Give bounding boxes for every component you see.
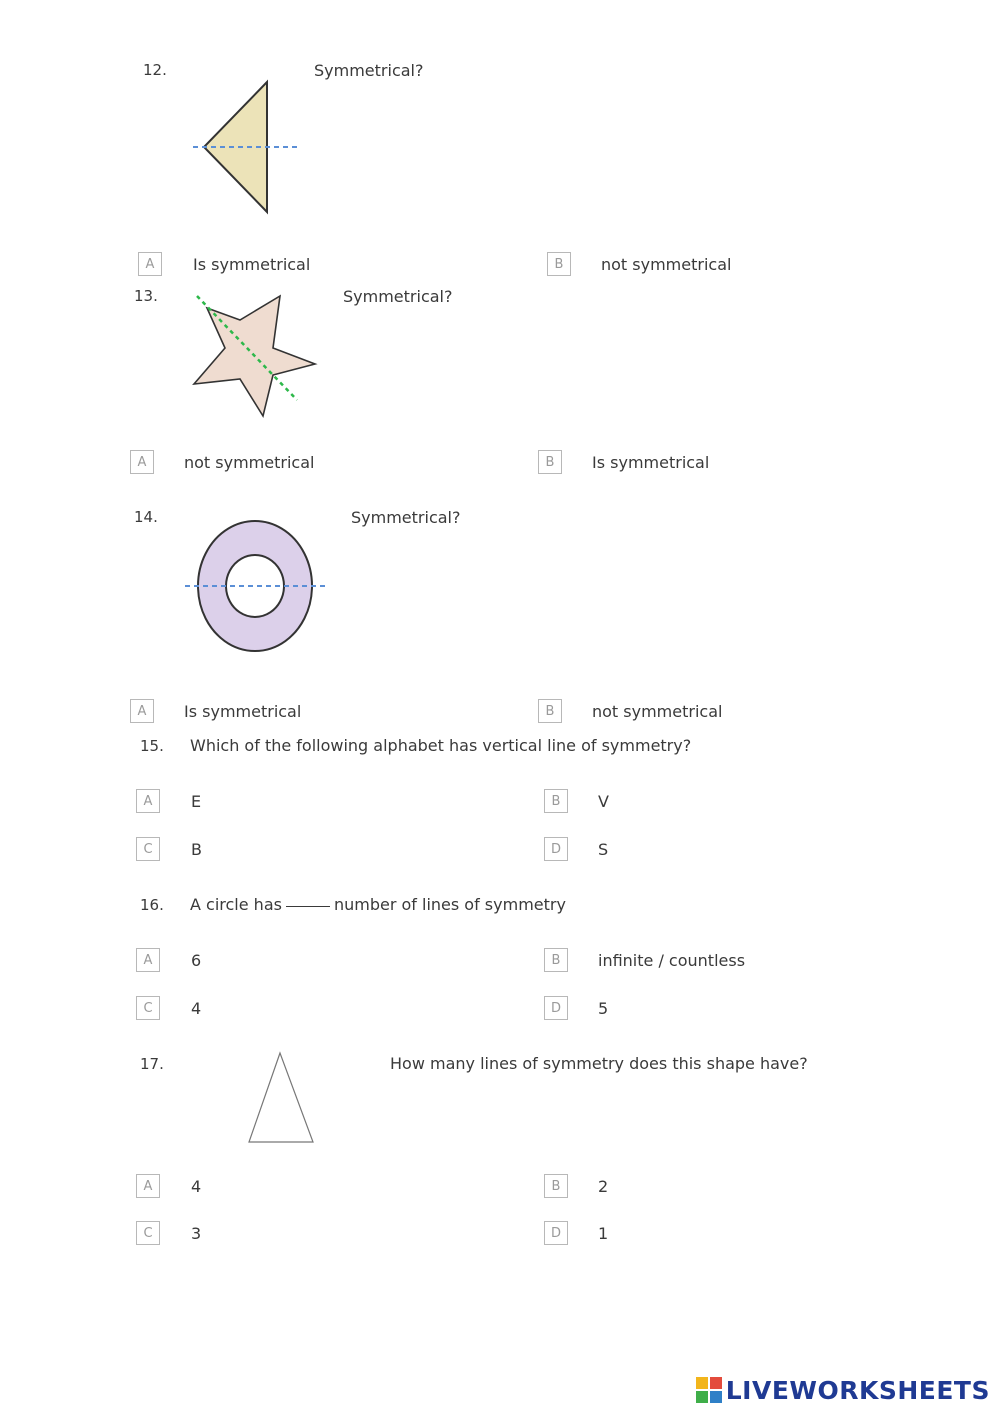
option-12-a[interactable] <box>138 250 310 278</box>
option-14-b[interactable] <box>538 697 722 725</box>
option-17-c[interactable] <box>136 1219 201 1247</box>
option-label: 4 <box>191 998 202 1018</box>
option-letter-box[interactable]: B <box>538 450 562 474</box>
option-13-a[interactable] <box>130 448 314 476</box>
option-label: 1 <box>598 1223 609 1243</box>
isosceles-triangle-figure <box>240 1045 325 1150</box>
question-16-number: 16. <box>140 896 164 914</box>
option-label: 6 <box>191 950 202 970</box>
question-16-text <box>190 895 566 914</box>
option-label: 4 <box>191 1176 202 1196</box>
option-16-b[interactable] <box>544 946 745 974</box>
option-17-a[interactable] <box>136 1172 201 1200</box>
question-13-number: 13. <box>134 287 158 305</box>
option-label: 5 <box>598 998 609 1018</box>
option-label: Is symmetrical <box>184 701 302 721</box>
logo-text: LIVEWORKSHEETS <box>725 1375 990 1405</box>
triangle-figure <box>185 76 310 221</box>
question-16-text-after: number of lines of symmetry <box>333 895 566 914</box>
option-16-d[interactable] <box>544 994 608 1022</box>
option-letter-box[interactable]: A <box>136 789 160 813</box>
option-16-c[interactable] <box>136 994 201 1022</box>
option-15-c[interactable] <box>136 835 202 863</box>
option-label: not symmetrical <box>601 254 732 274</box>
question-17-text: How many lines of symmetry does this shape have? <box>390 1054 808 1073</box>
question-16-text-before: A circle has <box>190 895 282 914</box>
option-label: infinite / countless <box>598 950 746 970</box>
question-14-number: 14. <box>134 508 158 526</box>
option-label: Is symmetrical <box>592 452 710 472</box>
question-15-text: Which of the following alphabet has vertical line of symmetry? <box>190 736 692 755</box>
option-13-b[interactable] <box>538 448 709 476</box>
option-letter-box[interactable]: B <box>544 789 568 813</box>
question-13-text: Symmetrical? <box>343 287 453 306</box>
option-17-b[interactable] <box>544 1172 608 1200</box>
option-letter-box[interactable]: B <box>547 252 571 276</box>
option-label: V <box>598 791 609 811</box>
option-letter-box[interactable]: C <box>136 996 160 1020</box>
option-letter-box[interactable]: D <box>544 1221 568 1245</box>
option-label: not symmetrical <box>184 452 315 472</box>
option-letter-box[interactable]: A <box>136 1174 160 1198</box>
option-12-b[interactable] <box>547 250 731 278</box>
liveworksheets-logo-icon <box>696 1377 722 1403</box>
option-label: B <box>191 839 202 859</box>
option-letter-box[interactable]: A <box>138 252 162 276</box>
option-label: not symmetrical <box>592 701 723 721</box>
option-letter-box[interactable]: A <box>130 450 154 474</box>
option-label: S <box>598 839 609 859</box>
ring-figure <box>180 515 330 660</box>
option-label: 2 <box>598 1176 609 1196</box>
option-16-a[interactable] <box>136 946 201 974</box>
option-letter-box[interactable]: A <box>136 948 160 972</box>
option-15-d[interactable] <box>544 835 608 863</box>
option-label: E <box>191 791 202 811</box>
answer-blank <box>286 906 330 907</box>
option-14-a[interactable] <box>130 697 301 725</box>
triangle-shape <box>249 1053 313 1142</box>
question-12-text: Symmetrical? <box>314 61 424 80</box>
option-label: 3 <box>191 1223 202 1243</box>
question-14-text: Symmetrical? <box>351 508 461 527</box>
option-letter-box[interactable]: C <box>136 1221 160 1245</box>
liveworksheets-logo[interactable] <box>696 1375 990 1405</box>
option-letter-box[interactable]: B <box>544 948 568 972</box>
question-17-number: 17. <box>140 1055 164 1073</box>
option-letter-box[interactable]: D <box>544 837 568 861</box>
question-12-number: 12. <box>143 61 167 79</box>
question-15-number: 15. <box>140 737 164 755</box>
option-label: Is symmetrical <box>193 254 311 274</box>
option-letter-box[interactable]: C <box>136 837 160 861</box>
option-15-b[interactable] <box>544 787 609 815</box>
option-15-a[interactable] <box>136 787 201 815</box>
star-figure <box>185 288 325 428</box>
option-letter-box[interactable]: A <box>130 699 154 723</box>
option-17-d[interactable] <box>544 1219 608 1247</box>
option-letter-box[interactable]: D <box>544 996 568 1020</box>
option-letter-box[interactable]: B <box>538 699 562 723</box>
option-letter-box[interactable]: B <box>544 1174 568 1198</box>
